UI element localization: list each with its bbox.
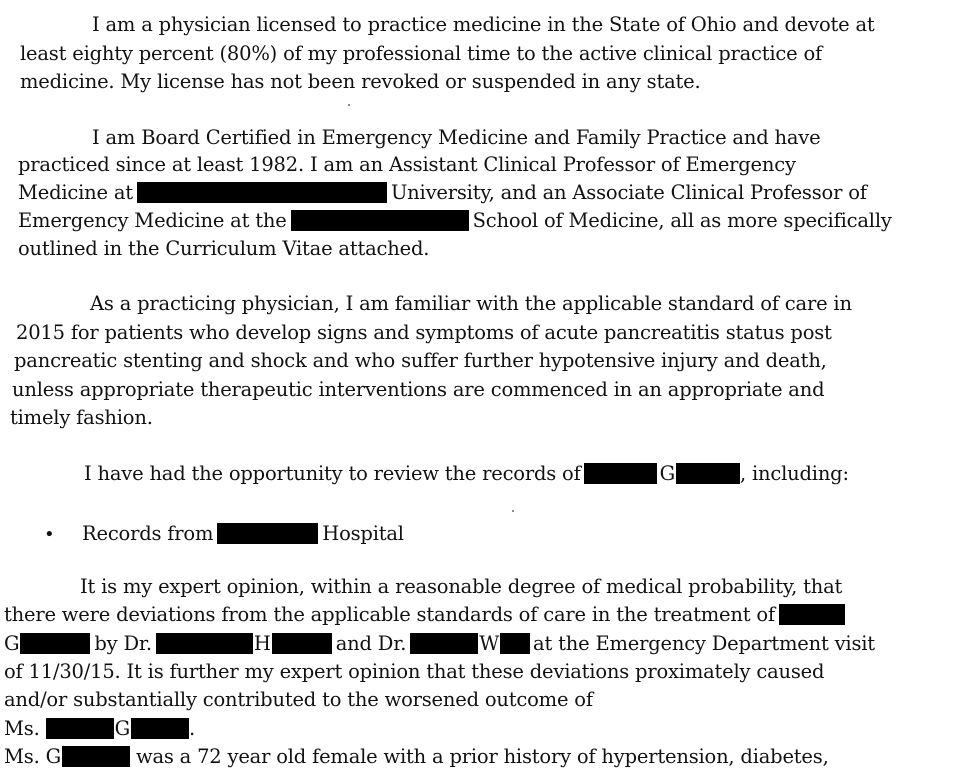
paragraph-2-line-4-start: Emergency Medicine at the (18, 209, 287, 232)
paragraph-5-line-3-initial-w: W (479, 632, 500, 655)
scan-speck (512, 510, 514, 512)
paragraph-4-initial: G (659, 462, 675, 485)
paragraph-4-line-1 (84, 462, 849, 486)
paragraph-5-line-3-end: at the Emergency Department visit (533, 632, 875, 655)
bullet-item-1 (82, 522, 404, 546)
paragraph-5-line-3-and-dr: and Dr. (335, 632, 407, 655)
paragraph-5-line-1: It is my expert opinion, within a reasonable degree of medical probability, that (80, 575, 843, 598)
paragraph-1-line-2: least eighty percent (80%) of my professional time to the active clinical practice of (20, 42, 823, 65)
redaction-university (137, 182, 387, 203)
redaction-patient-first-name-2 (779, 604, 845, 625)
redaction-doctor-1-first-name (156, 633, 253, 654)
paragraph-5-line-6-initial: G (114, 717, 130, 740)
paragraph-3-line-4: unless appropriate therapeutic interventions are commenced in an appropriate and (12, 378, 825, 401)
paragraph-1-line-3: medicine. My license has not been revoked or suspended in any state. (20, 70, 701, 93)
paragraph-5-line-2-text: there were deviations from the applicable standards of care in the treatment of (4, 603, 775, 626)
bullet-item-1-start: Records from (82, 522, 214, 545)
paragraph-5-line-3-initial-h: H (253, 632, 271, 655)
scan-speck (348, 104, 350, 106)
paragraph-5-line-5: and/or substantially contributed to the worsened outcome of (4, 688, 593, 711)
paragraph-1-line-1: I am a physician licensed to practice medicine in the State of Ohio and devote at (92, 13, 875, 36)
paragraph-2-line-5: outlined in the Curriculum Vitae attached. (18, 237, 430, 260)
paragraph-2-line-3 (18, 181, 867, 205)
redaction-doctor-1-last-name (272, 633, 332, 654)
paragraph-3-line-2: 2015 for patients who develop signs and symptoms of acute pancreatitis status post (16, 321, 832, 344)
paragraph-5-line-3 (4, 632, 875, 656)
redaction-hospital (217, 523, 318, 544)
paragraph-2-line-3-start: Medicine at (18, 181, 133, 204)
redaction-doctor-2-first-name (410, 633, 478, 654)
paragraph-6-start: Ms. G (4, 745, 61, 768)
paragraph-5-line-3-initial-g: G (4, 632, 20, 655)
paragraph-5-line-4: of 11/30/15. It is further my expert opinion that these deviations proximately caused (4, 660, 825, 683)
redaction-patient-last-name (676, 463, 740, 484)
paragraph-4-end: , including: (739, 462, 849, 485)
redaction-doctor-2-last-name (500, 633, 530, 654)
paragraph-5-line-6-ms: Ms. (4, 717, 40, 740)
bullet-marker: • (44, 524, 55, 545)
paragraph-3-line-5: timely fashion. (10, 406, 153, 429)
paragraph-6-end: was a 72 year old female with a prior history of hypertension, diabetes, (135, 745, 829, 768)
paragraph-3-line-1: As a practicing physician, I am familiar with the applicable standard of care in (90, 292, 852, 315)
paragraph-2-line-4 (18, 209, 892, 233)
paragraph-5-line-2 (4, 603, 845, 627)
bullet-item-1-end: Hospital (322, 522, 404, 545)
paragraph-2-line-3-end: University, and an Associate Clinical Professor of (390, 181, 867, 204)
paragraph-2-line-1: I am Board Certified in Emergency Medicine and Family Practice and have (92, 126, 821, 149)
paragraph-6-line-1 (4, 745, 829, 769)
paragraph-2-line-2: practiced since at least 1982. I am an Assistant Clinical Professor of Emergency (18, 153, 796, 176)
paragraph-5-line-6-period: . (188, 717, 195, 740)
redaction-patient-last-name-3 (131, 718, 189, 739)
paragraph-2-line-4-end: School of Medicine, all as more specifically (472, 209, 892, 232)
paragraph-5-line-6 (4, 717, 195, 741)
redaction-patient-first-name-3 (46, 718, 114, 739)
paragraph-3-line-3: pancreatic stenting and shock and who suffer further hypotensive injury and death, (14, 349, 827, 372)
redaction-school (291, 210, 469, 231)
paragraph-5-line-3-by-dr: by Dr. (94, 632, 152, 655)
paragraph-4-start: I have had the opportunity to review the records of (84, 462, 581, 485)
redaction-patient-last-name-4 (62, 746, 130, 767)
redaction-patient-first-name (584, 463, 657, 484)
redaction-patient-last-name-2 (20, 633, 90, 654)
